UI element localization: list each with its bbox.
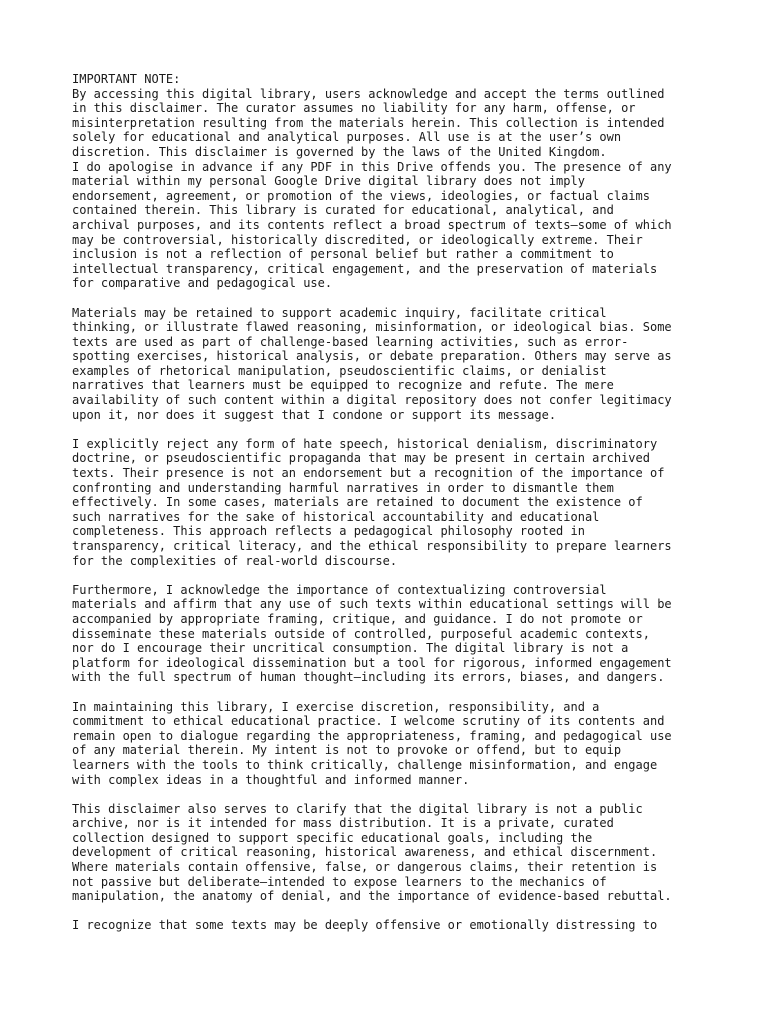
text-line: for the complexities of real-world discourse.	[72, 553, 398, 568]
text-line: spotting exercises, historical analysis, or debate preparation. Others may serve as	[72, 349, 672, 364]
paragraph-6	[72, 802, 708, 904]
text-line: not passive but deliberate—intended to expose learners to the mechanics of	[72, 874, 607, 889]
text-line: texts are used as part of challenge-based learning activities, such as error-	[72, 334, 629, 349]
paragraph-5	[72, 700, 708, 788]
text-line: narratives that learners must be equipped to recognize and refute. The mere	[72, 378, 614, 393]
text-line: solely for educational and analytical purposes. All use is at the user’s own	[72, 130, 622, 145]
text-line: effectively. In some cases, materials are retained to document the existence of	[72, 495, 643, 510]
text-line: may be controversial, historically discredited, or ideologically extreme. Their	[72, 232, 643, 247]
text-line: archival purposes, and its contents reflect a broad spectrum of texts—some of which	[72, 217, 672, 232]
text-line: with complex ideas in a thoughtful and informed manner.	[72, 772, 470, 787]
text-line: upon it, nor does it suggest that I condone or support its message.	[72, 407, 557, 422]
text-line: archive, nor is it intended for mass distribution. It is a private, curated	[72, 816, 614, 831]
paragraph-1	[72, 87, 708, 291]
text-line: for comparative and pedagogical use.	[72, 276, 333, 291]
text-line: Furthermore, I acknowledge the importance of contextualizing controversial	[72, 582, 607, 597]
text-line: materials and affirm that any use of such texts within educational settings will be	[72, 597, 672, 612]
text-line: I explicitly reject any form of hate speech, historical denialism, discriminatory	[72, 436, 658, 451]
text-line: doctrine, or pseudoscientific propaganda that may be present in certain archived	[72, 451, 650, 466]
paragraph-spacer	[72, 685, 708, 700]
text-line: nor do I encourage their uncritical consumption. The digital library is not a	[72, 641, 629, 656]
document-page	[72, 72, 708, 933]
paragraph-spacer	[72, 904, 708, 919]
paragraph-spacer	[72, 291, 708, 306]
text-line: completeness. This approach reflects a pedagogical philosophy rooted in	[72, 524, 585, 539]
text-line: misinterpretation resulting from the materials herein. This collection is intended	[72, 115, 665, 130]
text-line: such narratives for the sake of historical accountability and educational	[72, 509, 600, 524]
paragraph-spacer	[72, 787, 708, 802]
paragraph-4	[72, 583, 708, 685]
text-line: transparency, critical literacy, and the ethical responsibility to prepare learners	[72, 539, 672, 553]
text-line: By accessing this digital library, users acknowledge and accept the terms outlined	[72, 86, 665, 101]
paragraph-spacer	[72, 568, 708, 583]
text-line: endorsement, agreement, or promotion of the views, ideologies, or factual claims	[72, 188, 650, 203]
text-line: accompanied by appropriate framing, critique, and guidance. I do not promote or	[72, 611, 643, 626]
text-line: discretion. This disclaimer is governed by the laws of the United Kingdom.	[72, 144, 607, 159]
text-line: material within my personal Google Drive digital library does not imply	[72, 174, 585, 189]
paragraph-3	[72, 437, 708, 568]
text-line: Where materials contain offensive, false, or dangerous claims, their retention is	[72, 860, 658, 875]
text-line: texts. Their presence is not an endorsement but a recognition of the importance of	[72, 466, 665, 481]
document-heading: IMPORTANT NOTE:	[72, 72, 181, 86]
text-line: thinking, or illustrate flawed reasoning, misinformation, or ideological bias. Some	[72, 320, 672, 335]
text-line: In maintaining this library, I exercise discretion, responsibility, and a	[72, 699, 600, 714]
text-line: availability of such content within a digital repository does not confer legitimacy	[72, 393, 672, 408]
text-line: examples of rhetorical manipulation, pseudoscientific claims, or denialist	[72, 363, 607, 378]
text-line: collection designed to support specific educational goals, including the	[72, 830, 593, 845]
text-line: confronting and understanding harmful narratives in order to dismantle them	[72, 480, 614, 495]
text-line: I do apologise in advance if any PDF in this Drive offends you. The presence of any	[72, 159, 672, 174]
text-line: intellectual transparency, critical engagement, and the preservation of materials	[72, 261, 658, 276]
text-line: I recognize that some texts may be deeply offensive or emotionally distressing to	[72, 918, 658, 933]
paragraph-2	[72, 306, 708, 423]
text-line: platform for ideological dissemination but a tool for rigorous, informed engagement	[72, 655, 672, 670]
paragraph-spacer	[72, 422, 708, 437]
text-line: commitment to ethical educational practice. I welcome scrutiny of its contents and	[72, 714, 665, 729]
text-line: learners with the tools to think critically, challenge misinformation, and engage	[72, 757, 658, 772]
text-line: development of critical reasoning, historical awareness, and ethical discernment.	[72, 845, 658, 860]
text-line: This disclaimer also serves to clarify that the digital library is not a public	[72, 801, 643, 816]
text-line: of any material therein. My intent is not to provoke or offend, but to equip	[72, 743, 622, 758]
text-line: remain open to dialogue regarding the appropriateness, framing, and pedagogical use	[72, 728, 672, 743]
text-line: with the full spectrum of human thought—including its errors, biases, and dangers.	[72, 670, 665, 685]
text-line: in this disclaimer. The curator assumes no liability for any harm, offense, or	[72, 101, 636, 116]
text-line: disseminate these materials outside of controlled, purposeful academic contexts,	[72, 626, 650, 641]
text-line: inclusion is not a reflection of personal belief but rather a commitment to	[72, 247, 614, 262]
paragraph-7	[72, 918, 708, 933]
text-line: Materials may be retained to support academic inquiry, facilitate critical	[72, 305, 607, 320]
text-line: manipulation, the anatomy of denial, and the importance of evidence-based rebuttal.	[72, 889, 672, 904]
text-line: contained therein. This library is curated for educational, analytical, and	[72, 203, 614, 218]
